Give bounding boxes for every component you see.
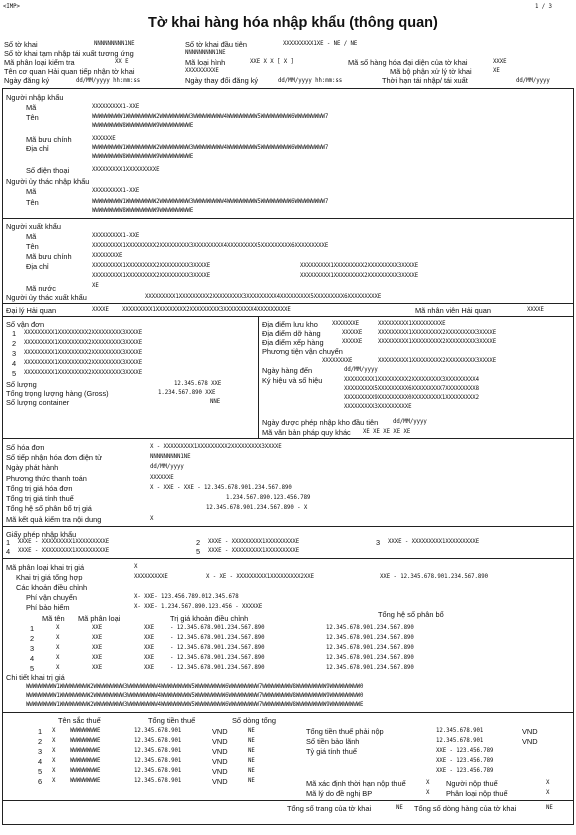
valuation-he-so: 12.345.678.901.234.567.890 — [326, 625, 414, 631]
van-don-label: Số vận đơn — [6, 320, 45, 329]
entrusted-importer-heading: Người ủy thác nhập khẩu — [6, 177, 90, 186]
ngay-thay-doi-value: dd/MM/yyyy hh:mm:ss — [278, 78, 343, 84]
phuong-tien-ma: XXXXXXXXE — [322, 358, 353, 364]
license-value: XXXE - XXXXXXXXX1XXXXXXXXXE — [18, 539, 110, 545]
importer-buu-chinh-label: Mã bưu chính — [26, 135, 72, 144]
valuation-he-so: 12.345.678.901.234.567.890 — [326, 655, 414, 661]
tax-row-currency: VND — [212, 767, 228, 776]
so-hoa-don-label: Số hóa đơn — [6, 443, 45, 452]
ma-loai-hinh-label: Mã loại hình — [185, 58, 226, 67]
valuation-he-so: 12.345.678.901.234.567.890 — [326, 635, 414, 641]
border-left — [2, 88, 3, 825]
tax-row-x: X — [52, 738, 56, 744]
van-don-index: 4 — [12, 359, 17, 368]
ky-hieu-label: Ký hiệu và số hiệu — [262, 376, 323, 385]
tong-dong: NE — [546, 805, 553, 811]
valuation-ma-ten: X — [56, 665, 60, 671]
van-ban: XE XE XE XE XE — [363, 429, 411, 435]
tax-row-tien: 12.345.678.901 — [134, 738, 182, 744]
tax-row-tien: 12.345.678.901 — [134, 758, 182, 764]
ngay-phat-hanh: dd/MM/yyyy — [150, 464, 184, 470]
ky-hieu-line: XXXXXXXXX5XXXXXXXXX6XXXXXXXXX7XXXXXXXXX8 — [344, 386, 479, 392]
importer-dien-thoai: XXXXXXXXX1XXXXXXXXXE — [92, 167, 160, 173]
entrusted-ten-line2: WWWWWWWWW8WWWWWWWWW9WWWWWWWWWE — [92, 208, 194, 214]
form-title: Tờ khai hàng hóa nhập khẩu (thông quan) — [148, 15, 438, 31]
form-code: <IMP> — [3, 4, 20, 10]
luu-kho: XXXXXXXXX1XXXXXXXXXE — [378, 321, 446, 327]
divider — [2, 303, 574, 304]
valuation-row-index: 2 — [30, 634, 35, 643]
col-ma-ten: Mã tên — [42, 614, 65, 623]
tax-row-x: X — [52, 778, 56, 784]
divider — [2, 558, 574, 559]
entrusted-ten-line1: WWWWWWWWW1WWWWWWWWW2WWWWWWWWW3WWWWWWWWW4WWWWWWWWW5WWWWWWWWW6WWWWWWWWW7 — [92, 199, 329, 205]
kiem-tra-label: Mã kết quả kiểm tra nội dung — [6, 515, 102, 524]
tinh-thue: 1.234.567.890.123.456.789 — [226, 495, 311, 501]
trong-luong-label: Tổng trọng lượng hàng (Gross) — [6, 389, 109, 398]
tax-row-index: 5 — [38, 767, 43, 776]
kiem-tra: X — [150, 516, 154, 522]
ngay-dang-ky-value: dd/MM/yyyy hh:mm:ss — [76, 78, 141, 84]
exporter-nuoc-label: Mã nước — [26, 284, 56, 293]
valuation-currency: XXE — [144, 635, 155, 641]
van-don-index: 1 — [12, 329, 17, 338]
tong-hop-chi-tiet: X - XE - XXXXXXXXX1XXXXXXXXX2XXE — [206, 574, 314, 580]
van-don-index: 2 — [12, 339, 17, 348]
tax-row-currency: VND — [212, 747, 228, 756]
valuation-ma-phan-loai: XXE — [92, 645, 103, 651]
phuong-tien-label: Phương tiện vận chuyển — [262, 347, 343, 356]
khoan-dieu-chinh-label: Các khoản điều chỉnh — [16, 583, 88, 592]
ty-gia-line: XXE - 123.456.789 — [436, 748, 494, 754]
tax-row-so-dong: NE — [248, 728, 255, 734]
tax-row-x: X — [52, 758, 56, 764]
importer-ma: XXXXXXXXX1-XXE — [92, 104, 140, 110]
phi-bao-hiem: X- XXE- 1.234.567.890.123.456 - XXXXXE — [134, 604, 263, 610]
tong-tri-gia: X - XXE - XXE - 12.345.678.901.234.567.890 — [150, 485, 292, 491]
tax-row-index: 3 — [38, 747, 43, 756]
tax-row-tien: 12.345.678.901 — [134, 778, 182, 784]
tax-row-so-dong: NE — [248, 758, 255, 764]
importer-dia-chi-line2: WWWWWWWWW8WWWWWWWWW9WWWWWWWWWE — [92, 154, 194, 160]
so-to-khai-tam-nhap-value: NNNNNNNNN1NE — [185, 50, 226, 56]
valuation-he-so: 12.345.678.901.234.567.890 — [326, 645, 414, 651]
border-right — [573, 88, 574, 825]
license-index: 3 — [376, 538, 381, 547]
divider — [2, 218, 574, 219]
phi-van-chuyen-label: Phí vận chuyển — [26, 593, 77, 602]
valuation-ma-ten: X — [56, 655, 60, 661]
divider — [2, 316, 574, 317]
license-index: 1 — [6, 538, 11, 547]
exporter-heading: Người xuất khẩu — [6, 222, 61, 231]
do-hang: XXXXXXXXX1XXXXXXXXX2XXXXXXXXX3XXXXE — [378, 330, 497, 336]
ngay-thay-doi-label: Ngày thay đổi đăng ký — [185, 76, 259, 85]
tong-hop-label: Khai trị giá tổng hợp — [16, 573, 83, 582]
chi-tiet-line: WWWWWWWWW1WWWWWWWWW2WWWWWWWWW3WWWWWWWWW4WWWWWWWWW5WWWWWWWWW6WWWWWWWWW7WWWWWWWWW8WWWWWWWWW9WWWWWWWWW0 — [26, 693, 364, 699]
tong-dong-label: Tổng số dòng hàng của tờ khai — [414, 804, 517, 813]
thoi-han-nop-label: Mã xác định thời hạn nộp thuế — [306, 779, 406, 788]
ngay-den-label: Ngày hàng đến — [262, 366, 313, 375]
transport-column-divider — [258, 316, 259, 438]
so-hoa-don: X - XXXXXXXXX1XXXXXXXXX2XXXXXXXXX3XXXXE — [150, 444, 282, 450]
importer-ten-label: Tên — [26, 113, 39, 122]
importer-ten-line2: WWWWWWWWW8WWWWWWWWW9WWWWWWWWWE — [92, 123, 194, 129]
phuong-thuc: XXXXXXE — [150, 475, 174, 481]
tax-row-so-dong: NE — [248, 778, 255, 784]
ly-do-label: Mã lý do đề nghị BP — [306, 789, 373, 798]
ten-co-quan-value: XXXXXXXXXE — [185, 68, 219, 74]
ngay-phep-label: Ngày được phép nhập kho đầu tiên — [262, 418, 379, 427]
bao-lanh-label: Số tiền bảo lãnh — [306, 737, 360, 746]
ma-phan-loai-tri-gia: X — [134, 564, 138, 570]
van-don-value: XXXXXXXXX1XXXXXXXXX2XXXXXXXXX3XXXXE — [24, 340, 143, 346]
tax-row-tien: 12.345.678.901 — [134, 768, 182, 774]
ngay-dang-ky-label: Ngày đăng ký — [4, 76, 50, 85]
ma-bo-phan-value: XE — [493, 68, 500, 74]
tax-row-ten: WWWWWWWWE — [70, 758, 101, 764]
so-luong-label: Số lượng — [6, 380, 37, 389]
do-hang-ma: XXXXXE — [342, 330, 363, 336]
tax-row-tien: 12.345.678.901 — [134, 748, 182, 754]
tax-row-ten: WWWWWWWWE — [70, 748, 101, 754]
valuation-currency: XXE — [144, 625, 155, 631]
trong-luong: 1.234.567.890 XXE — [158, 390, 216, 396]
divider — [2, 800, 574, 801]
agent-label: Đại lý Hải quan — [6, 306, 57, 315]
so-tiep-nhan: NNNNNNNNN1NE — [150, 454, 191, 460]
valuation-row-index: 1 — [30, 624, 35, 633]
exporter-dia-chi-1b: XXXXXXXXX1XXXXXXXXX2XXXXXXXXX3XXXXE — [300, 263, 419, 269]
xep-hang-ma: XXXXXE — [342, 339, 363, 345]
valuation-tri-gia: - 12.345.678.901.234.567.890 — [170, 665, 265, 671]
ty-gia-line: XXE - 123.456.789 — [436, 768, 494, 774]
license-value: XXXE - XXXXXXXXX1XXXXXXXXXE — [18, 548, 110, 554]
tax-row-currency: VND — [212, 757, 228, 766]
ma-phan-loai-tri-gia-label: Mã phân loại khai trị giá — [6, 563, 85, 572]
exporter-nuoc: XE — [92, 283, 99, 289]
license-index: 4 — [6, 547, 11, 556]
divider — [2, 438, 574, 439]
tong-trang: NE — [396, 805, 403, 811]
container-label: Số lượng container — [6, 398, 70, 407]
importer-dien-thoai-label: Số điện thoại — [26, 166, 70, 175]
col-tri-gia: Trị giá khoản điều chỉnh — [170, 614, 249, 623]
tax-row-index: 1 — [38, 727, 43, 736]
tax-row-x: X — [52, 768, 56, 774]
valuation-currency: XXE — [144, 645, 155, 651]
xep-hang: XXXXXXXXX1XXXXXXXXX2XXXXXXXXX3XXXXE — [378, 339, 497, 345]
so-luong: 12.345.678 XXE — [174, 381, 222, 387]
phan-loai-nop: X — [546, 790, 550, 796]
col-sac-thue: Tên sắc thuế — [58, 716, 101, 725]
ngay-phep: dd/MM/yyyy — [393, 419, 427, 425]
phan-loai-nop-label: Phân loại nộp thuế — [446, 789, 508, 798]
license-value: XXXE - XXXXXXXXX1XXXXXXXXXE — [208, 548, 300, 554]
ma-so-hang-hoa-label: Mã số hàng hóa đại diện của tờ khai — [348, 58, 468, 67]
tax-row-ten: WWWWWWWWE — [70, 728, 101, 734]
phuong-tien: XXXXXXXXX1XXXXXXXXX2XXXXXXXXX3XXXXE — [378, 358, 497, 364]
valuation-tri-gia: - 12.345.678.901.234.567.890 — [170, 625, 265, 631]
van-ban-label: Mã văn bản pháp quy khác — [262, 428, 351, 437]
importer-ten-line1: WWWWWWWWW1WWWWWWWWW2WWWWWWWWW3WWWWWWWWW4WWWWWWWWW5WWWWWWWWW6WWWWWWWWW7 — [92, 114, 329, 120]
luu-kho-label: Địa điểm lưu kho — [262, 320, 318, 329]
tinh-thue-label: Tổng trị giá tính thuế — [6, 494, 74, 503]
exporter-buu-chinh-label: Mã bưu chính — [26, 252, 72, 261]
entrusted-ma: XXXXXXXXX1-XXE — [92, 188, 140, 194]
tax-row-so-dong: NE — [248, 768, 255, 774]
tax-row-index: 6 — [38, 777, 43, 786]
he-so-label: Tổng hệ số phân bổ trị giá — [6, 504, 92, 513]
ma-phan-loai-kiem-tra-value: XX E — [115, 59, 129, 65]
so-to-khai-dau-tien-value: XXXXXXXXX1XE - NE / NE — [283, 41, 358, 47]
valuation-ma-ten: X — [56, 635, 60, 641]
importer-heading: Người nhập khẩu — [6, 93, 64, 102]
exporter-dia-chi-label: Địa chỉ — [26, 262, 49, 271]
valuation-tri-gia: - 12.345.678.901.234.567.890 — [170, 655, 265, 661]
tax-row-currency: VND — [212, 727, 228, 736]
tax-row-so-dong: NE — [248, 748, 255, 754]
phai-nop-cur: VND — [522, 727, 538, 736]
ky-hieu-line: XXXXXXXXX1XXXXXXXXX2XXXXXXXXX3XXXXXXXXX4 — [344, 377, 479, 383]
valuation-tri-gia: - 12.345.678.901.234.567.890 — [170, 645, 265, 651]
exporter-dia-chi-2a: XXXXXXXXX1XXXXXXXXX2XXXXXXXXX3XXXXE — [92, 273, 211, 279]
phi-bao-hiem-label: Phí bảo hiểm — [26, 603, 70, 612]
ma-phan-loai-kiem-tra-label: Mã phân loại kiểm tra — [4, 58, 75, 67]
license-heading: Giấy phép nhập khẩu — [6, 530, 77, 539]
thoi-han-nop: X — [426, 780, 430, 786]
xep-hang-label: Địa điểm xếp hàng — [262, 338, 324, 347]
divider — [2, 526, 574, 527]
valuation-ma-phan-loai: XXE — [92, 625, 103, 631]
ky-hieu-line: XXXXXXXXX9XXXXXXXXX0XXXXXXXXX1XXXXXXXXX2 — [344, 395, 479, 401]
tax-row-currency: VND — [212, 777, 228, 786]
ty-gia-line: XXE - 123.456.789 — [436, 758, 494, 764]
he-so: 12.345.678.901.234.567.890 - X — [206, 505, 308, 511]
thoi-han-value: dd/MM/yyyy — [516, 78, 550, 84]
exporter-dia-chi-2b: XXXXXXXXX1XXXXXXXXX2XXXXXXXXX3XXXXE — [300, 273, 419, 279]
tax-row-currency: VND — [212, 737, 228, 746]
exporter-ma-label: Mã — [26, 232, 37, 241]
phuong-thuc-label: Phương thức thanh toán — [6, 474, 87, 483]
so-to-khai-dau-tien-label: Số tờ khai đầu tiên — [185, 40, 247, 49]
thoi-han-label: Thời hạn tái nhập/ tái xuất — [382, 76, 468, 85]
agent-nv: XXXXE — [527, 307, 544, 313]
agent-nv-label: Mã nhân viên Hải quan — [415, 306, 492, 315]
tong-hop: XXXXXXXXXE — [134, 574, 168, 580]
importer-dia-chi-line1: WWWWWWWWW1WWWWWWWWW2WWWWWWWWW3WWWWWWWWW4WWWWWWWWW5WWWWWWWWW6WWWWWWWWW7 — [92, 145, 329, 151]
van-don-value: XXXXXXXXX1XXXXXXXXX2XXXXXXXXX3XXXXE — [24, 370, 143, 376]
valuation-tri-gia: - 12.345.678.901.234.567.890 — [170, 635, 265, 641]
exporter-ten: XXXXXXXXX1XXXXXXXXX2XXXXXXXXX3XXXXXXXXX4XXXXXXXXX5XXXXXXXXX6XXXXXXXXXE — [92, 243, 329, 249]
importer-buu-chinh: XXXXXXE — [92, 136, 116, 142]
importer-ma-label: Mã — [26, 103, 37, 112]
ngay-den: dd/MM/yyyy — [344, 367, 378, 373]
divider — [2, 88, 574, 89]
ngay-phat-hanh-label: Ngày phát hành — [6, 463, 59, 472]
tax-row-x: X — [52, 728, 56, 734]
tong-tri-gia-label: Tổng trị giá hóa đơn — [6, 484, 73, 493]
valuation-row-index: 3 — [30, 644, 35, 653]
tax-row-index: 4 — [38, 757, 43, 766]
so-to-khai-tam-nhap-label: Số tờ khai tạm nhập tái xuất tương ứng — [4, 49, 134, 58]
license-value: XXXE - XXXXXXXXX1XXXXXXXXXE — [208, 539, 300, 545]
valuation-ma-phan-loai: XXE — [92, 655, 103, 661]
tax-row-ten: WWWWWWWWE — [70, 768, 101, 774]
entrusted-ma-label: Mã — [26, 187, 37, 196]
exporter-dia-chi-1a: XXXXXXXXX1XXXXXXXXX2XXXXXXXXX3XXXXE — [92, 263, 211, 269]
ty-gia-label: Tỷ giá tính thuế — [306, 747, 357, 756]
so-tiep-nhan-label: Số tiếp nhận hóa đơn điện tử — [6, 453, 103, 462]
bao-lanh-cur: VND — [522, 737, 538, 746]
tax-row-ten: WWWWWWWWE — [70, 738, 101, 744]
tong-trang-label: Tổng số trang của tờ khai — [287, 804, 372, 813]
col-tong-tien: Tổng tiền thuế — [148, 716, 196, 725]
entrusted-ten-label: Tên — [26, 198, 39, 207]
so-to-khai-value: NNNNNNNNN1NE — [94, 41, 135, 47]
exporter-ma: XXXXXXXXX1-XXE — [92, 233, 140, 239]
ten-co-quan-label: Tên cơ quan Hải quan tiếp nhận tờ khai — [4, 67, 135, 76]
valuation-currency: XXE — [144, 655, 155, 661]
phi-van-chuyen: X- XXE- 123.456.789.012.345.678 — [134, 594, 239, 600]
ly-do: X — [426, 790, 430, 796]
col-he-so: Tổng hệ số phân bổ — [378, 610, 444, 619]
valuation-ma-phan-loai: XXE — [92, 665, 103, 671]
exporter-buu-chinh: XXXXXXXXE — [92, 253, 123, 259]
container: NNE — [210, 399, 221, 405]
ma-loai-hinh-value: XXE X X [ X ] — [250, 59, 294, 65]
van-don-index: 5 — [12, 369, 17, 378]
nguoi-nop: X — [546, 780, 550, 786]
entrusted-exporter-value: XXXXXXXXX1XXXXXXXXX2XXXXXXXXX3XXXXXXXXX4XXXXXXXXX5XXXXXXXXX6XXXXXXXXXE — [145, 294, 382, 300]
entrusted-exporter-label: Người ủy thác xuất khẩu — [6, 293, 87, 302]
ky-hieu-line: XXXXXXXXX3XXXXXXXXXE — [344, 404, 412, 410]
license-index: 5 — [196, 547, 201, 556]
valuation-ma-phan-loai: XXE — [92, 635, 103, 641]
van-don-value: XXXXXXXXX1XXXXXXXXX2XXXXXXXXX3XXXXE — [24, 360, 143, 366]
van-don-value: XXXXXXXXX1XXXXXXXXX2XXXXXXXXX3XXXXE — [24, 350, 143, 356]
valuation-row-index: 5 — [30, 664, 35, 673]
tong-hop-value: XXE - 12.345.678.901.234.567.890 — [380, 574, 488, 580]
so-to-khai-label: Số tờ khai — [4, 40, 38, 49]
phai-nop: 12.345.678.901 — [436, 728, 484, 734]
agent-ten: XXXXXXXXX1XXXXXXXXX2XXXXXXXXX3XXXXXXXXX4XXXXXXXXXE — [122, 307, 291, 313]
chi-tiet-line: WWWWWWWWW1WWWWWWWWW2WWWWWWWWW3WWWWWWWWW4WWWWWWWWW5WWWWWWWWW6WWWWWWWWW7WWWWWWWWW8WWWWWWWWW9WWWWWWWWWE — [26, 702, 364, 708]
tax-row-tien: 12.345.678.901 — [134, 728, 182, 734]
agent-ma: XXXXE — [92, 307, 109, 313]
license-value: XXXE - XXXXXXXXX1XXXXXXXXXE — [388, 539, 480, 545]
van-don-value: XXXXXXXXX1XXXXXXXXX2XXXXXXXXX3XXXXE — [24, 330, 143, 336]
tax-row-index: 2 — [38, 737, 43, 746]
col-ma-phan-loai: Mã phân loại — [78, 614, 121, 623]
tax-row-ten: WWWWWWWWE — [70, 778, 101, 784]
divider — [2, 712, 574, 713]
col-so-dong: Số dòng tổng — [232, 716, 276, 725]
ma-bo-phan-label: Mã bộ phận xử lý tờ khai — [390, 67, 472, 76]
bottom-border — [2, 824, 574, 825]
van-don-index: 3 — [12, 349, 17, 358]
bao-lanh: 12.345.678.901 — [436, 738, 484, 744]
nguoi-nop-label: Người nộp thuế — [446, 779, 498, 788]
valuation-he-so: 12.345.678.901.234.567.890 — [326, 665, 414, 671]
chi-tiet-line: WWWWWWWWW1WWWWWWWWW2WWWWWWWWW3WWWWWWWWW4WWWWWWWWW5WWWWWWWWW6WWWWWWWWW7WWWWWWWWW8WWWWWWWWW9WWWWWWWWW0 — [26, 684, 364, 690]
valuation-currency: XXE — [144, 665, 155, 671]
valuation-ma-ten: X — [56, 645, 60, 651]
luu-kho-ma: XXXXXXXE — [332, 321, 359, 327]
valuation-row-index: 4 — [30, 654, 35, 663]
tax-row-so-dong: NE — [248, 738, 255, 744]
license-index: 2 — [196, 538, 201, 547]
do-hang-label: Địa điểm dỡ hàng — [262, 329, 321, 338]
exporter-ten-label: Tên — [26, 242, 39, 251]
phai-nop-label: Tổng tiền thuế phải nộp — [306, 727, 384, 736]
tax-row-x: X — [52, 748, 56, 754]
page-number: 1 / 3 — [535, 4, 552, 10]
chi-tiet-label: Chi tiết khai trị giá — [6, 673, 65, 682]
valuation-ma-ten: X — [56, 625, 60, 631]
importer-dia-chi-label: Địa chỉ — [26, 144, 49, 153]
ma-so-hang-hoa-value: XXXE — [493, 59, 507, 65]
